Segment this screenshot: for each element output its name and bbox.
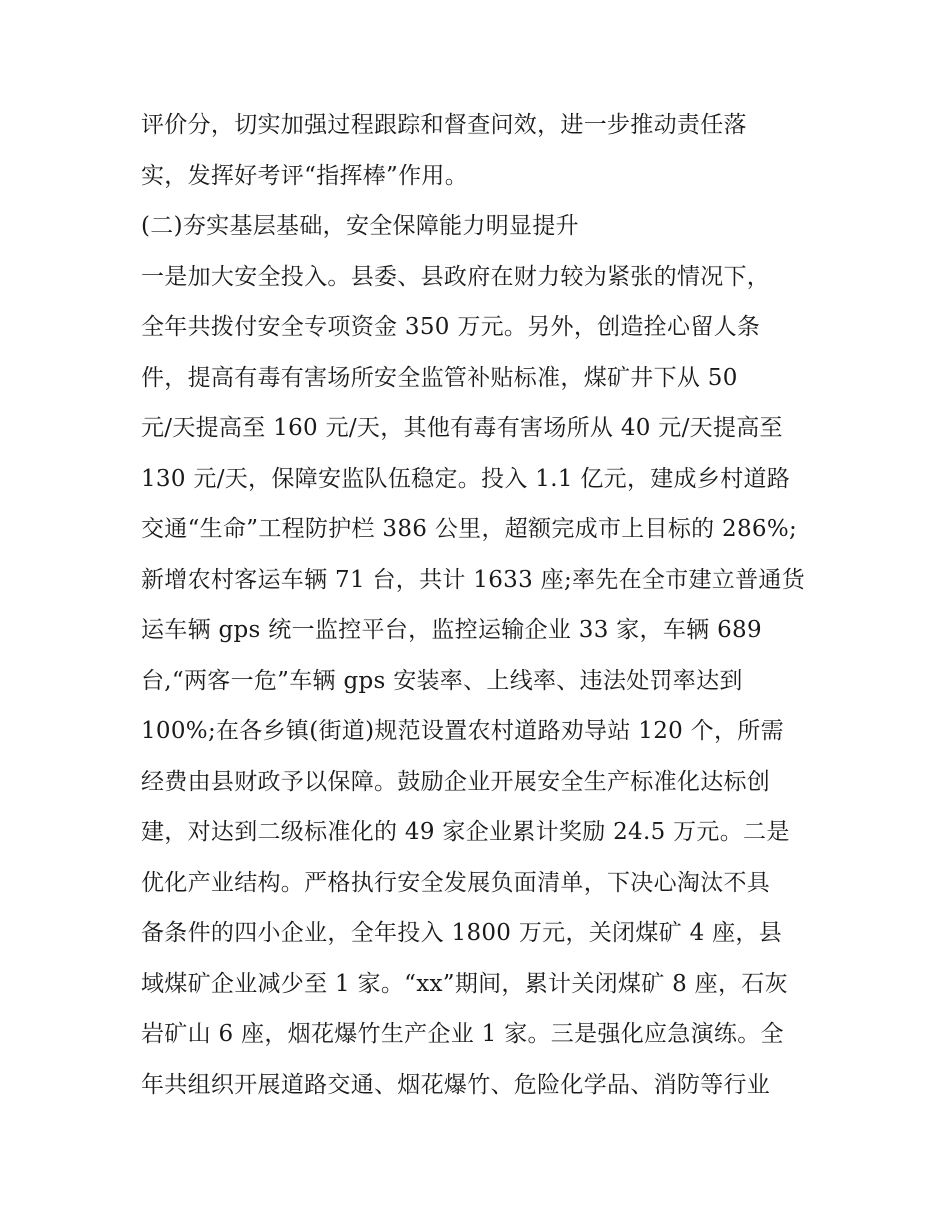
- text-line: 元/天提高至 160 元/天，其他有毒有害场所从 40 元/天提高至: [141, 415, 783, 441]
- text-line: 件，提高有毒有害场所安全监管补贴标准，煤矿井下从 50: [141, 364, 738, 391]
- text-line: 全年共拨付安全专项资金 350 万元。另外，创造拴心留人条: [141, 314, 761, 340]
- text-line: 域煤矿企业减少至 1 家。“xx”期间，累计关闭煤矿 8 座，石灰: [141, 970, 788, 997]
- text-line: 新增农村客运车辆 71 台，共计 1633 座;率先在全市建立普通货: [141, 566, 805, 593]
- document-body: [141, 100, 821, 1110]
- text-line: 优化产业结构。严格执行安全发展负面清单，下决心淘汰不具: [141, 869, 771, 896]
- text-line: 100%;在各乡镇(街道)规范设置农村道路劝导站 120 个，所需: [141, 718, 784, 744]
- text-line: 建，对达到二级标准化的 49 家企业累计奖励 24.5 万元。二是: [141, 819, 790, 845]
- text-line: 备条件的四小企业，全年投入 1800 万元，关闭煤矿 4 座，县: [141, 920, 783, 946]
- section-heading: (二)夯实基层基础，安全保障能力明显提升: [141, 213, 579, 239]
- text-line: 交通“生命”工程防护栏 386 公里，超额完成市上目标的 286%;: [141, 516, 798, 542]
- text-line: 年共组织开展道路交通、烟花爆竹、危险化学品、消防等行业: [141, 1071, 771, 1098]
- text-line: 一是加大安全投入。县委、县政府在财力较为紧张的情况下，: [141, 263, 771, 290]
- text-line: 实，发挥好考评“指挥棒”作用。: [141, 162, 469, 189]
- text-line: 岩矿山 6 座，烟花爆竹生产企业 1 家。三是强化应急演练。全: [141, 1021, 784, 1047]
- text-line: 台,“两客一危”车辆 gps 安装率、上线率、违法处罚率达到: [141, 667, 743, 694]
- text-line: 评价分，切实加强过程跟踪和督查问效，进一步推动责任落: [141, 112, 747, 138]
- text-line: 经费由县财政予以保障。鼓励企业开展安全生产标准化达标创: [141, 768, 771, 795]
- text-line: 运车辆 gps 统一监控平台，监控运输企业 33 家，车辆 689: [141, 617, 762, 643]
- text-line: 130 元/天，保障安监队伍稳定。投入 1.1 亿元，建成乡村道路: [141, 465, 791, 492]
